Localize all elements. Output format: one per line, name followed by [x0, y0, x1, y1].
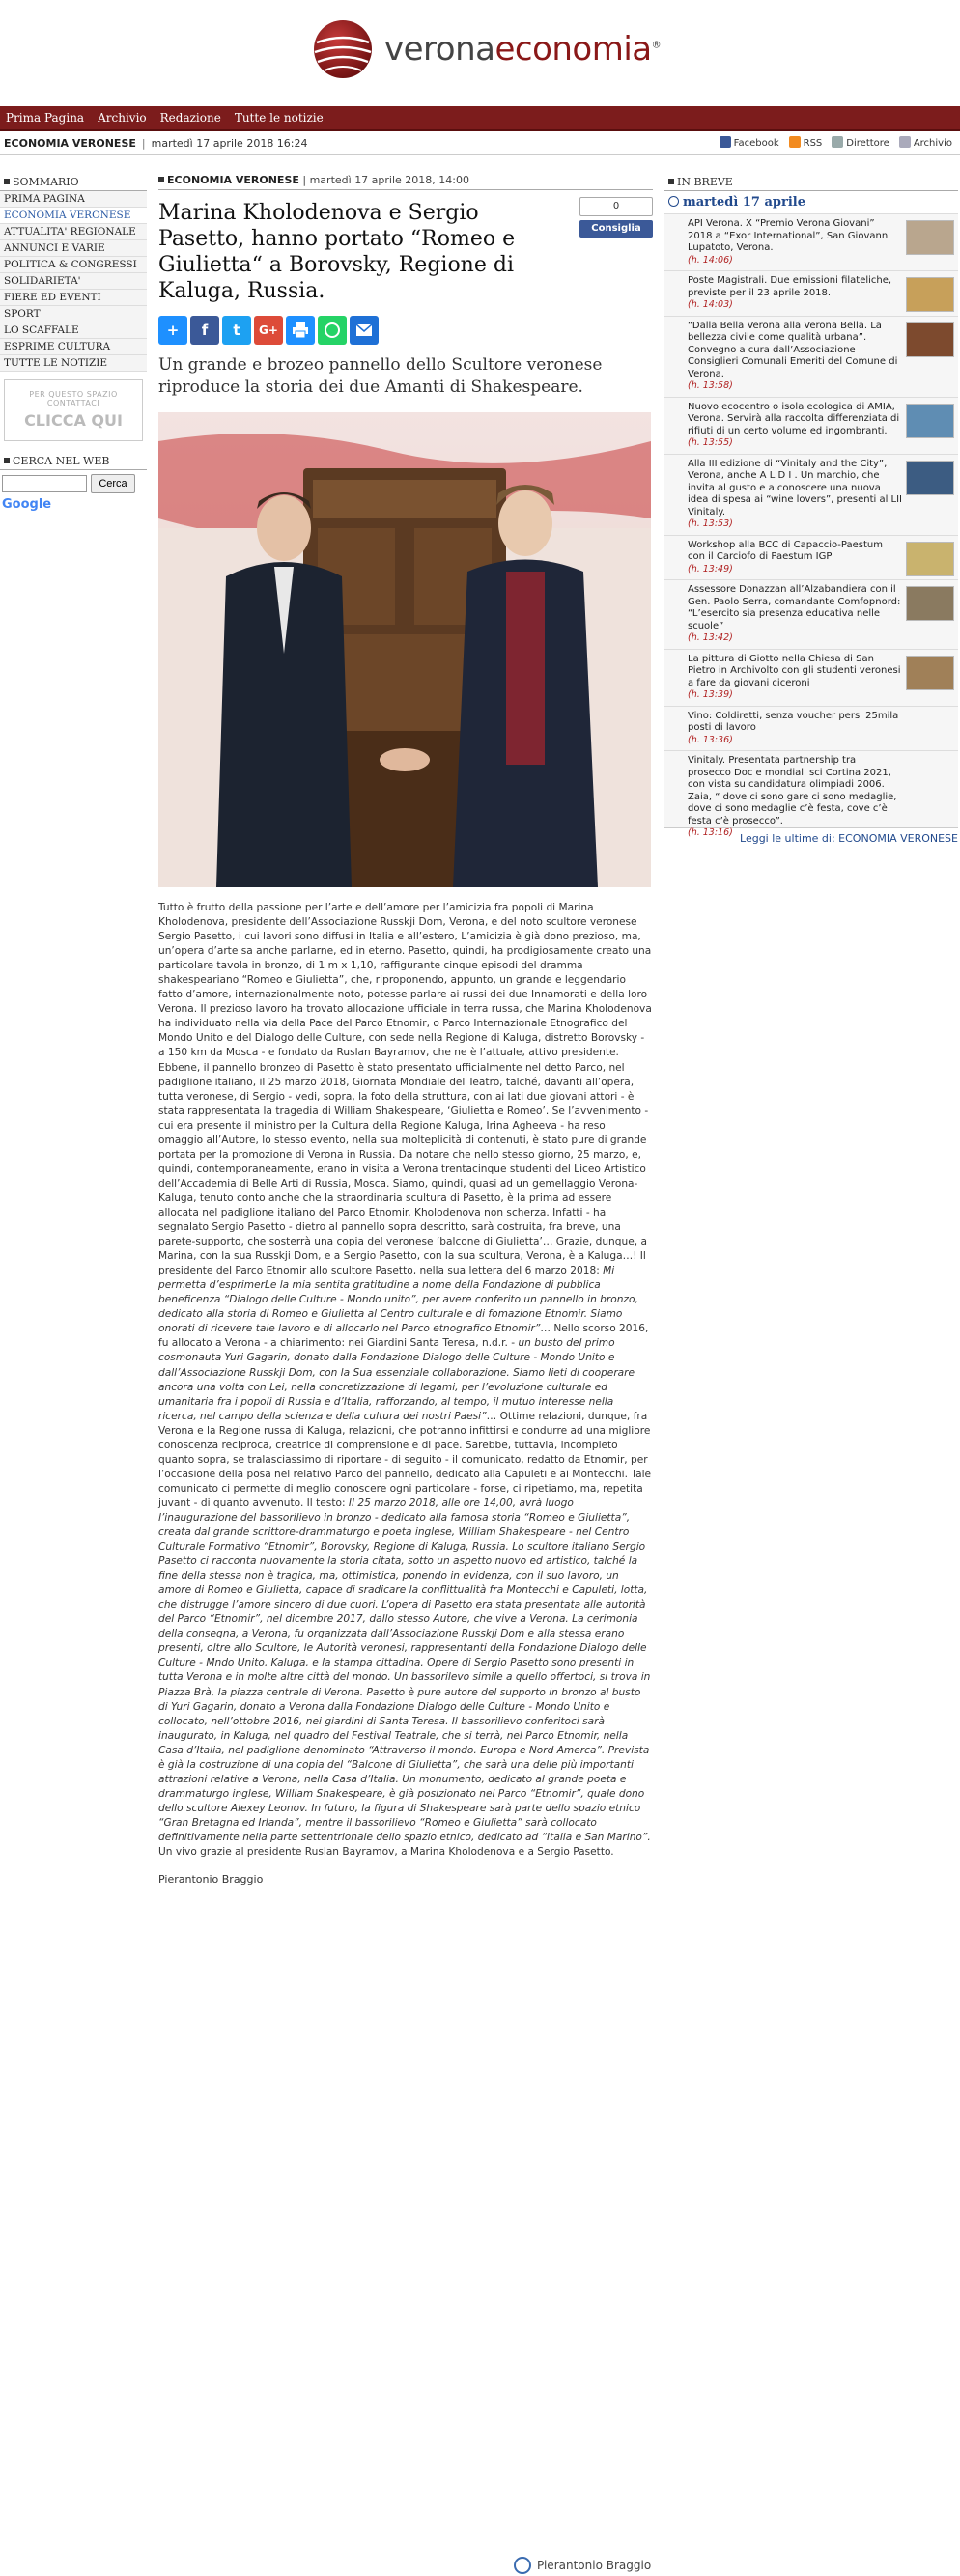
sidebar-item-lo-scaffale[interactable]: LO SCAFFALE — [0, 322, 147, 339]
article-body-p2: … Nello scorso 2016, fu allocato a Verona - a chiarimento: nei Giardini Santa Teresa, n.d.r. - — [158, 1323, 649, 1350]
sidebar-heading-label: SOMMARIO — [13, 176, 79, 188]
news-time: (h. 13:58) — [688, 380, 733, 391]
web-search — [0, 453, 147, 512]
news-item[interactable] — [664, 454, 958, 535]
in-breve-date-label: martedì 17 aprile — [683, 195, 805, 210]
archivio-link[interactable] — [899, 136, 952, 149]
share-whatsapp-icon[interactable] — [318, 316, 347, 345]
nav-archivio[interactable]: Archivio — [98, 111, 147, 125]
google-logo — [0, 497, 147, 512]
article-body-quote2: un busto del primo cosmonauta Yuri Gagarin, donato dalla Fondazione Dialogo delle Culture - Mondo Unito e dall’Associazione Russkji Dom, con la Sua essenziale collaborazione. Siamo lieti di cooperare ancora una volta con Lei, nella concretizzazione di legami, per l’evoluzione culturale ed umanitaria fra i popoli di Russia e d’Italia, rafforzando, al tempo, il mutuo interesse nella ricerca, nel campo della scienza e della cultura dei nostri Paesi” — [158, 1337, 635, 1422]
sidebar-item-fiere[interactable]: FIERE ED EVENTI — [0, 290, 147, 306]
sidebar-item-prima-pagina[interactable]: PRIMA PAGINA — [0, 191, 147, 208]
news-time: (h. 13:36) — [688, 734, 733, 745]
left-sidebar — [0, 174, 147, 512]
article-header: ECONOMIA VERONESE | martedì 17 aprile 2018, 14:00 — [158, 174, 653, 190]
news-time: (h. 13:49) — [688, 563, 733, 574]
section-bar — [0, 132, 960, 155]
nav-prima-pagina[interactable]: Prima Pagina — [6, 111, 85, 125]
news-text: Assessore Donazzan all’Alzabandiera con il Gen. Paolo Serra, comandante Comfopnord: “L’esercito sia presenza educativa nelle scuole” — [688, 584, 901, 631]
news-time: (h. 13:42) — [688, 632, 733, 643]
article-body-p4: Un vivo grazie al presidente Ruslan Bayramov, a Marina Kholodenova e a Sergio Pasetto. — [158, 1846, 614, 1859]
news-item[interactable] — [664, 750, 958, 838]
direttore-icon — [832, 136, 843, 148]
article-body-p1: Tutto è frutto della passione per l’arte e dell’amore per l’amicizia fra popoli di Marina Kholodenova, presidente dell’Associazione Russkji Dom, Verona, e del noto scultore veronese Sergio Pasetto, i cui lavori sono diffusi in Italia e all’estero, L’amicizia è già dono prezioso, ma, un’opera d’arte sa anche parlarne, ed in eterno. Pasetto, quindi, ha prodigiosamente creato una particolare tavola in bronzo, di 1 m x 1,10, raffigurante cinque episodi del dramma shakespeariano “Romeo e Giulietta”, che, riproponendo, appunto, un grande e leggendario fatto d’amore, internazionalmente noto, potesse parlare ai russi dei due Innamorati e della loro Verona. Il prezioso lavoro ha trovato allocazione ufficiale in terra russa, che Marina Kholodenova ha individuato nella via della Pace del Parco Etnomir, o Parco Internazionale Etnografico del Mondo Unito e del Dialogo delle Culture, con sede nella Regione di Kaluga, distretto Borovsky - a 150 km da Mosca - e fondato da Ruslan Bayramov, che ne è l’attuale, attivo presidente. Ebbene, il pannello bronzeo di Pasetto è stato presentato ufficialmente nel detto Parco, nel padiglione italiano, il 25 marzo 2018, Giornata Mondiale del Teatro, talché, davanti all’opera, tutta veronese, di Sergio - vedi, sopra, la foto della struttura, con ai lati due giovani attori - è stata rappresentata la tragedia di William Shakespeare, ‘Giulietta e Romeo’. Se l’avvenimento - cui era presente il ministro per la Cultura della Regione Kaluga, Irina Agheeva - ha reso omaggio all’Autore, lo stesso evento, nella sua molteplicità di contenuti, è stato pure di grande portata per la promozione di Verona in Russia. Da notare che nello stesso giorno, 25 marzo, e, quindi, contemporaneamente, erano in visita a Verona trentacinque studenti del Liceo Artistico dell’Accademia di Belle Arti di Russia, Mosca. Siamo, quindi, quasi ad un gemellaggio Verona-Kaluga, tenuto conto anche che la straordinaria scultura di Pasetto, è la prima ad essere allocata nel padiglione italiano del Parco Etnomir. Kholodenova non scherza. Infatti - ha segnalato Sergio Pasetto - dietro al pannello sopra descritto, sarà costruita, fra breve, una parete-supporto, che sosterrà una copia del veronese ‘balcone di Giulietta’… Grazie, dunque, a Marina, con la sua Russkji Dom, e a Sergio Pasetto, con la sua scultura, Verona, è a Kaluga…! Il presidente del Parco Etnomir allo scultore Pasetto, nella sua lettera del 6 marzo 2018: — [158, 902, 652, 1277]
news-item[interactable] — [664, 649, 958, 706]
direttore-link[interactable] — [832, 136, 889, 149]
logo-word-verona: verona — [384, 30, 495, 69]
news-time: (h. 14:06) — [688, 254, 733, 266]
news-thumbnail — [906, 656, 954, 690]
news-item[interactable] — [664, 535, 958, 580]
rss-label: RSS — [803, 138, 823, 149]
like-button-label: Consiglia — [591, 223, 641, 234]
article — [158, 174, 653, 1886]
facebook-link[interactable] — [720, 136, 779, 149]
like-button[interactable] — [579, 220, 653, 238]
news-item[interactable] — [664, 397, 958, 454]
news-time: (h. 13:16) — [688, 827, 733, 838]
nav-redazione[interactable]: Redazione — [159, 111, 221, 125]
google-logo-text: Google — [2, 497, 52, 512]
nav-tutte-le-notizie[interactable]: Tutte le notizie — [234, 111, 324, 125]
news-text: API Verona. X “Premio Verona Giovani” 2018 a “Exor International”, San Giovanni Lupatoto, Verona. — [688, 218, 890, 253]
news-list — [664, 213, 958, 838]
news-text: Vino: Coldiretti, senza voucher persi 25mila posti di lavoro — [688, 710, 899, 733]
share-print-icon[interactable] — [286, 316, 315, 345]
facebook-icon — [720, 136, 731, 148]
sidebar-item-politica[interactable]: POLITICA & CONGRESSI — [0, 257, 147, 273]
news-thumbnail — [906, 586, 954, 621]
share-googleplus-glyph: G+ — [259, 323, 278, 337]
logo-word-economia: economia — [494, 30, 652, 69]
facebook-label: Facebook — [733, 138, 779, 149]
sidebar-item-esprime-cultura[interactable]: ESPRIME CULTURA — [0, 339, 147, 355]
rss-icon — [789, 136, 801, 148]
news-item[interactable] — [664, 270, 958, 316]
logo-registered-mark: ® — [651, 40, 662, 51]
article-subtitle: Un grande e brozeo pannello dello Scultore veronese riproduce la storia dei due Amanti di Shakespeare. — [158, 355, 603, 397]
right-column — [664, 174, 958, 849]
news-text: “Dalla Bella Verona alla Verona Bella. La bellezza civile come qualità urbana”. Convegno a cura dall’Associazione Consiglieri Comunali Emeriti del Comune di Verona. — [688, 320, 898, 379]
news-thumbnail — [906, 220, 954, 255]
globe-logo-icon — [309, 15, 377, 83]
square-bullet-icon — [668, 179, 674, 184]
news-thumbnail — [906, 461, 954, 495]
like-count: 0 — [579, 197, 653, 216]
print-icon — [292, 322, 309, 338]
archivio-icon — [899, 136, 911, 148]
sidebar-menu — [0, 191, 147, 372]
news-thumbnail — [906, 542, 954, 576]
news-time: (h. 13:39) — [688, 689, 733, 700]
search-button[interactable]: Cerca — [91, 474, 135, 493]
news-thumbnail — [906, 322, 954, 357]
site-logo[interactable] — [309, 14, 662, 85]
separator: | — [141, 137, 146, 150]
article-body — [158, 901, 653, 1860]
share-facebook-icon[interactable] — [190, 316, 219, 345]
news-time: (h. 14:03) — [688, 299, 733, 310]
direttore-label: Direttore — [846, 138, 889, 149]
archivio-label: Archivio — [913, 138, 952, 149]
share-twitter-glyph: t — [233, 322, 240, 339]
square-bullet-icon — [4, 458, 10, 463]
share-facebook-glyph: f — [201, 322, 209, 339]
ad-line2: CONTATTACI — [46, 399, 100, 407]
social-links — [720, 136, 952, 149]
article-date: martedì 17 aprile 2018, 14:00 — [309, 174, 469, 186]
sidebar-item-sport[interactable]: SPORT — [0, 306, 147, 322]
sidebar-heading — [0, 174, 147, 191]
sidebar-item-annunci[interactable]: ANNUNCI E VARIE — [0, 240, 147, 257]
ad-line1: PER QUESTO SPAZIO — [29, 390, 118, 399]
search-heading-label: CERCA NEL WEB — [13, 455, 110, 467]
news-thumbnail — [906, 277, 954, 312]
search-input[interactable] — [2, 475, 87, 492]
article-photo — [158, 412, 651, 887]
logo-text — [384, 30, 661, 69]
news-item[interactable] — [664, 706, 958, 751]
news-item[interactable] — [664, 579, 958, 649]
news-time: (h. 13:55) — [688, 437, 733, 448]
sidebar-item-economia-veronese[interactable]: ECONOMIA VERONESE — [0, 208, 147, 224]
mail-icon — [355, 323, 373, 337]
news-thumbnail — [906, 404, 954, 438]
article-section[interactable]: ECONOMIA VERONESE — [167, 174, 299, 186]
search-heading — [0, 453, 147, 470]
site-header — [0, 0, 960, 97]
news-text: Poste Magistrali. Due emissioni filateliche, previste per il 23 aprile 2018. — [688, 275, 892, 298]
share-bar — [158, 316, 653, 345]
article-body-p3: … Ottime relazioni, dunque, fra Verona e la Regione russa di Kaluga, relazioni, che potranno infittirsi e condurre ad una migliore conoscenza reciproca, creatrice di comprensione e di pace. Sarebbe, tuttavia, incompleto quanto sopra, se tralasciassimo di riportare - di seguito - il comunicato, redatto da Etnomir, per l’occasione della posa nel relativo Parco del pannello, dedicato alla Capuleti e ai Montecchi. Tale comunicato ci permette di meglio conoscere ogni particolare - forse, ci ripetiamo, ma, repetita juvant - di quanto avvenuto. Il testo: — [158, 1410, 652, 1509]
current-section[interactable]: ECONOMIA VERONESE — [4, 137, 136, 150]
in-breve-label: IN BREVE — [677, 176, 733, 188]
share-plus-icon[interactable] — [158, 316, 187, 345]
article-body-quote3: Il 25 marzo 2018, alle ore 14,00, avrà luogo l’inaugurazione del bassorilievo in bronzo - dedicato alla famosa storia “Romeo e Giulietta”, creata dal grande scrittore-drammaturgo e poeta inglese, William Shakespeare - nel Centro Culturale Formativo “Etnomir”, Borovsky, Regione di Kaluga, Russia. Lo scultore italiano Sergio Pasetto ci racconta nuovamente la storia citata, sotto un aspetto nuovo ed artistico, talché la fine della stessa non è tragica, ma, ottimistica, ponendo in evidenza, con il suo lavoro, un amore di Romeo e Giulietta, capace di sradicare la conflittualità fra Montecchi e Capuleti, lotta, che distrugge l’amore sincero di due cuori. L’opera di Pasetto era stata presentata alle autorità del Parco “Etnomir”, nel dicembre 2017, dallo stesso Autore, che vive a Verona. La cerimonia della consegna, a Verona, fu organizzata dall’Associazione Russkji Dom e alla stessa erano presenti, oltre allo Scultore, le Autorità veronesi, rappresentanti della Fondazione Dialogo delle Culture - Mndo Unito, Kaluga, e la stampa cittadina. Opere di Sergio Pasetto sono presenti in tutta Verona e in molte altre città del mondo. Un bassorilevo simile a quello offertoci, si trova in Piazza Brà, la piazza centrale di Verona. Pasetto è pure autore del supporto in bronzo al busto di Yuri Gagarin, donato a Verona dalla Fondazione Dialogo delle Culture - Mondo Unito e collocato, nell’ottobre 2016, nei giardini di Santa Teresa. Il bassorilievo conferitoci sarà inaugurato, in Kaluga, nel quadro del Festival Teatrale, che si terrà, nel Parco Etnomir, nella Casa d’Italia, nel padiglione denominato “Attraverso il mondo. Europa e Nord Amerca”. Prevista è già la costruzione di una copia del “Balcone di Giulietta”, che sarà una delle più importanti attrazioni relative a Verona, nella Casa d’Italia. Un monumento, dedicato al grande poeta e drammaturgo inglese, William Shakespeare, è già posizionato nel Parco “Etnomir”, quale dono dello scultore Alexey Leonov. In futuro, la figura di Shakespeare sarà parte dello spazio etnico “Gran Bretagna ed Irlanda”, mentre il bassorilievo “Romeo e Giulietta” sarà collocato definitivamente nella parte settentrionale dello spazio etnico, dedicato ad “Italia e San Marino”. — [158, 1497, 651, 1843]
article-author: Pierantonio Braggio — [158, 1873, 264, 1887]
sidebar-item-tutte-le-notizie[interactable]: TUTTE LE NOTIZIE — [0, 355, 147, 372]
top-nav — [0, 106, 960, 131]
rss-link[interactable] — [789, 136, 823, 149]
read-more-link[interactable]: Leggi le ultime di: ECONOMIA VERONESE — [664, 827, 958, 849]
footer-author[interactable] — [514, 2557, 651, 2574]
clock-icon — [668, 196, 679, 207]
facebook-like-box — [579, 197, 653, 238]
news-text: Alla III edizione di “Vinitaly and the City”, Verona, anche A L D I . Un marchio, che invita al gusto e a conoscere una nuova idea di spesa ai “wine lovers”, presenti al LII Vinitaly. — [688, 458, 903, 518]
ad-banner[interactable] — [4, 379, 143, 441]
news-time: (h. 13:53) — [688, 518, 733, 529]
current-datetime: martedì 17 aprile 2018 16:24 — [151, 137, 308, 150]
share-twitter-icon[interactable] — [222, 316, 251, 345]
news-text: Vinitaly. Presentata partnership tra prosecco Doc e mondiali sci Cortina 2021, con vista su candidatura olimpiadi 2006. Zaia, “ dove ci sono gare ci sono medaglie, dove ci sono medaglie c’è festa, cove c’è festa c’è prosecco”. — [688, 755, 897, 826]
search-row — [0, 470, 147, 497]
square-bullet-icon — [158, 177, 164, 182]
whatsapp-icon — [324, 322, 341, 339]
news-item[interactable] — [664, 213, 958, 270]
news-item[interactable] — [664, 316, 958, 397]
share-googleplus-icon[interactable] — [254, 316, 283, 345]
share-plus-glyph: + — [166, 322, 180, 339]
sidebar-item-attualita-regionale[interactable]: ATTUALITA' REGIONALE — [0, 224, 147, 240]
square-bullet-icon — [4, 179, 10, 184]
article-title: Marina Kholodenova e Sergio Pasetto, hanno portato “Romeo e Giulietta“ a Borovsky, Regione di Kaluga, Russia. — [158, 201, 516, 303]
footer-author-name: Pierantonio Braggio — [537, 2559, 652, 2572]
article-body-quote1: Mi permetta d’esprimerLe la mia sentita gratitudine a nome della Fondazione di pubblica beneficenza “Dialogo delle Culture - Mondo unito”, per avere conferito un pannello in bronzo, dedicato alla storia di Romeo e Giulietta al Centro culturale e di fomazione Etnomir. Siamo onorati di ricevere tale lavoro e di allocarlo nel Parco etnografico Etnomir” — [158, 1265, 638, 1335]
sidebar-item-solidarieta[interactable]: SOLIDARIETA' — [0, 273, 147, 290]
in-breve-date — [664, 191, 958, 213]
news-text: La pittura di Giotto nella Chiesa di San Pietro in Archivolto con gli studenti veronesi a fare da giovani ciceroni — [688, 653, 901, 688]
news-text: Nuovo ecocentro o isola ecologica di AMIA, Verona. Servirà alla raccolta differenziata di rifiuti di un certo volume ed ingombranti. — [688, 401, 900, 436]
share-email-icon[interactable] — [350, 316, 379, 345]
news-text: Workshop alla BCC di Capaccio-Paestum con il Carciofo di Paestum IGP — [688, 539, 883, 562]
author-icon — [514, 2557, 531, 2574]
ad-cta: CLICCA QUI — [24, 411, 123, 430]
in-breve-heading — [664, 174, 958, 191]
photo-illustration — [158, 412, 651, 887]
